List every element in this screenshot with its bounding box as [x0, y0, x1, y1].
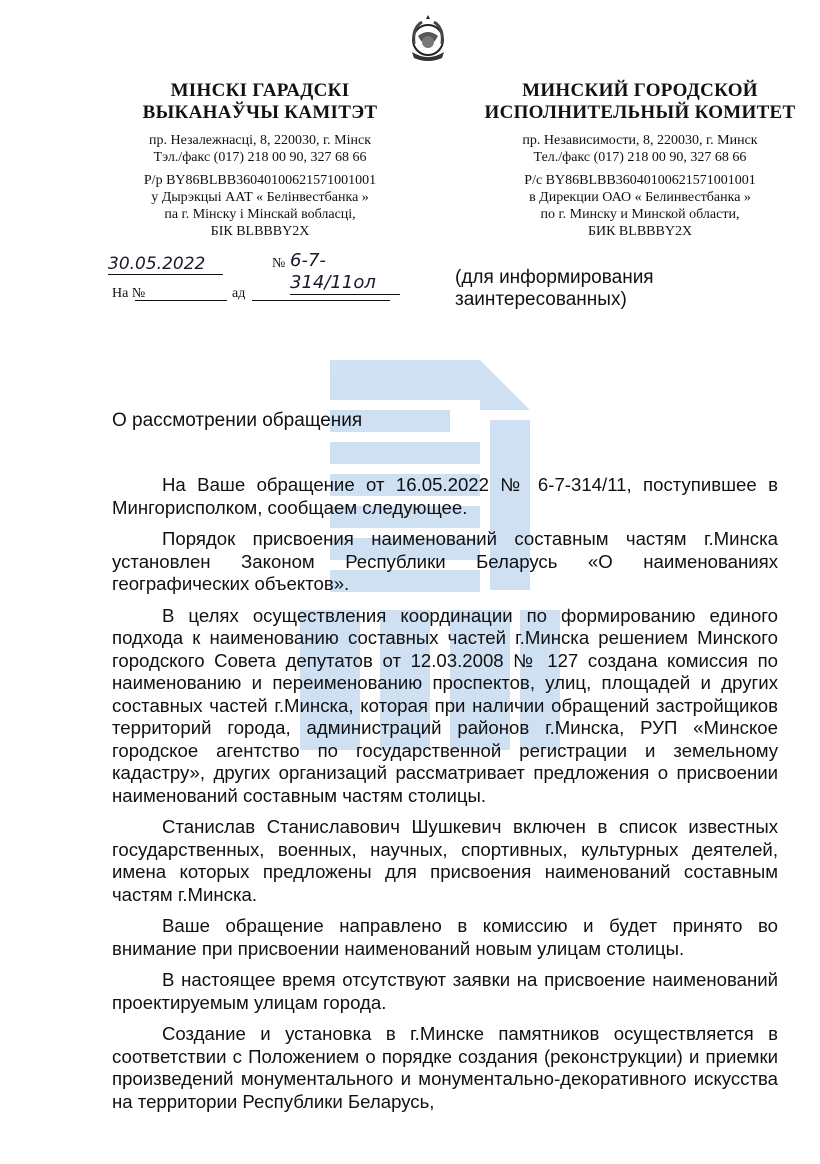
paragraph: На Ваше обращение от 16.05.2022 № 6-7-314/11, поступившее в Мингорисполком, сообщаем следующее. [112, 474, 778, 518]
paragraph: Создание и установка в г.Минске памятников осуществляется в соответствии с Положением о порядке создания (реконструкции) и приемки произведений монументального и монументально-декоративного искусства на территории Республики Беларусь, [112, 1023, 778, 1112]
reference-date-label: ад [232, 286, 246, 301]
org-title-ru [470, 80, 810, 124]
registration-date: 30.05.2022 [108, 254, 223, 275]
recipient-block [455, 267, 785, 311]
registration-number: 6-7-314/11ол [290, 250, 400, 295]
address-ru: пр. Независимости, 8, 220030, г. Минск [522, 133, 758, 148]
bank-ru-line1: в Дирекции ОАО « Белинвестбанка » [529, 190, 751, 205]
paragraph: Порядок присвоения наименований составным частям г.Минска установлен Законом Республики Беларусь «О наименованиях географических объектов». [112, 528, 778, 594]
state-emblem-icon [406, 14, 450, 64]
letter-body [112, 474, 778, 1122]
recipient-line1: (для информирования [455, 267, 654, 288]
org-title-be-line1: МІНСКІ ГАРАДСКІ [170, 80, 350, 101]
bank-ru-line2: по г. Минску и Минской области, [540, 207, 740, 222]
paragraph: В настоящее время отсутствуют заявки на присвоение наименований проектируемым улицам города. [112, 969, 778, 1013]
registration-number-label: № [272, 256, 286, 271]
reference-label: На № [112, 286, 146, 301]
org-title-be-line2: ВЫКАНАЎЧЫ КАМІТЭТ [142, 102, 378, 123]
account-be: Р/р BY86BLBB36040100621571001001 [143, 173, 377, 188]
org-title-be [95, 80, 425, 124]
reference-date-line [252, 300, 390, 301]
account-ru: Р/с BY86BLBB36040100621571001001 [524, 173, 756, 188]
reference-number-line [135, 300, 227, 301]
phone-ru: Тел./факс (017) 218 00 90, 327 68 66 [533, 150, 747, 165]
paragraph: Станислав Станиславович Шушкевич включен в список известных государственных, военных, научных, спортивных, культурных деятелей, имена которых предложены для присвоения наименований составным частям г.Минска. [112, 816, 778, 905]
bank-be-line1: у Дырэкцыі ААТ « Белінвестбанка » [151, 190, 369, 205]
paragraph: В целях осуществления координации по формированию единого подхода к наименованию составных частей г.Минска решением Минского городского Совета депутатов от 12.03.2008 № 127 создана комиссия по наименованию и переименованию проспектов, улиц, площадей и других составных частей г.Минска, которая при наличии обращений застройщиков территорий города, администраций районов г.Минска, РУП «Минское городское агентство по государственной регистрации и земельному кадастру», других организаций рассматривает предложения о присвоении наименований составным частям столицы. [112, 604, 778, 806]
org-title-ru-line2: ИСПОЛНИТЕЛЬНЫЙ КОМИТЕТ [484, 102, 796, 123]
bic-ru: БИК BLBBBY2X [587, 224, 693, 239]
header-belarusian [95, 80, 425, 240]
recipient-line2: заинтересованных) [455, 289, 627, 310]
address-be: пр. Незалежнасці, 8, 220030, г. Мінск [148, 133, 372, 148]
bic-be: БІК BLBBBY2X [210, 224, 310, 239]
letter-subject: О рассмотрении обращения [112, 410, 363, 431]
phone-be: Тэл./факс (017) 218 00 90, 327 68 66 [153, 150, 367, 165]
paragraph: Ваше обращение направлено в комиссию и будет принято во внимание при присвоении наименований новым улицам столицы. [112, 915, 778, 959]
bank-be-line2: па г. Мінску і Мінскай вобласці, [164, 207, 356, 222]
org-title-ru-line1: МИНСКИЙ ГОРОДСКОЙ [522, 80, 758, 101]
header-russian [470, 80, 810, 240]
